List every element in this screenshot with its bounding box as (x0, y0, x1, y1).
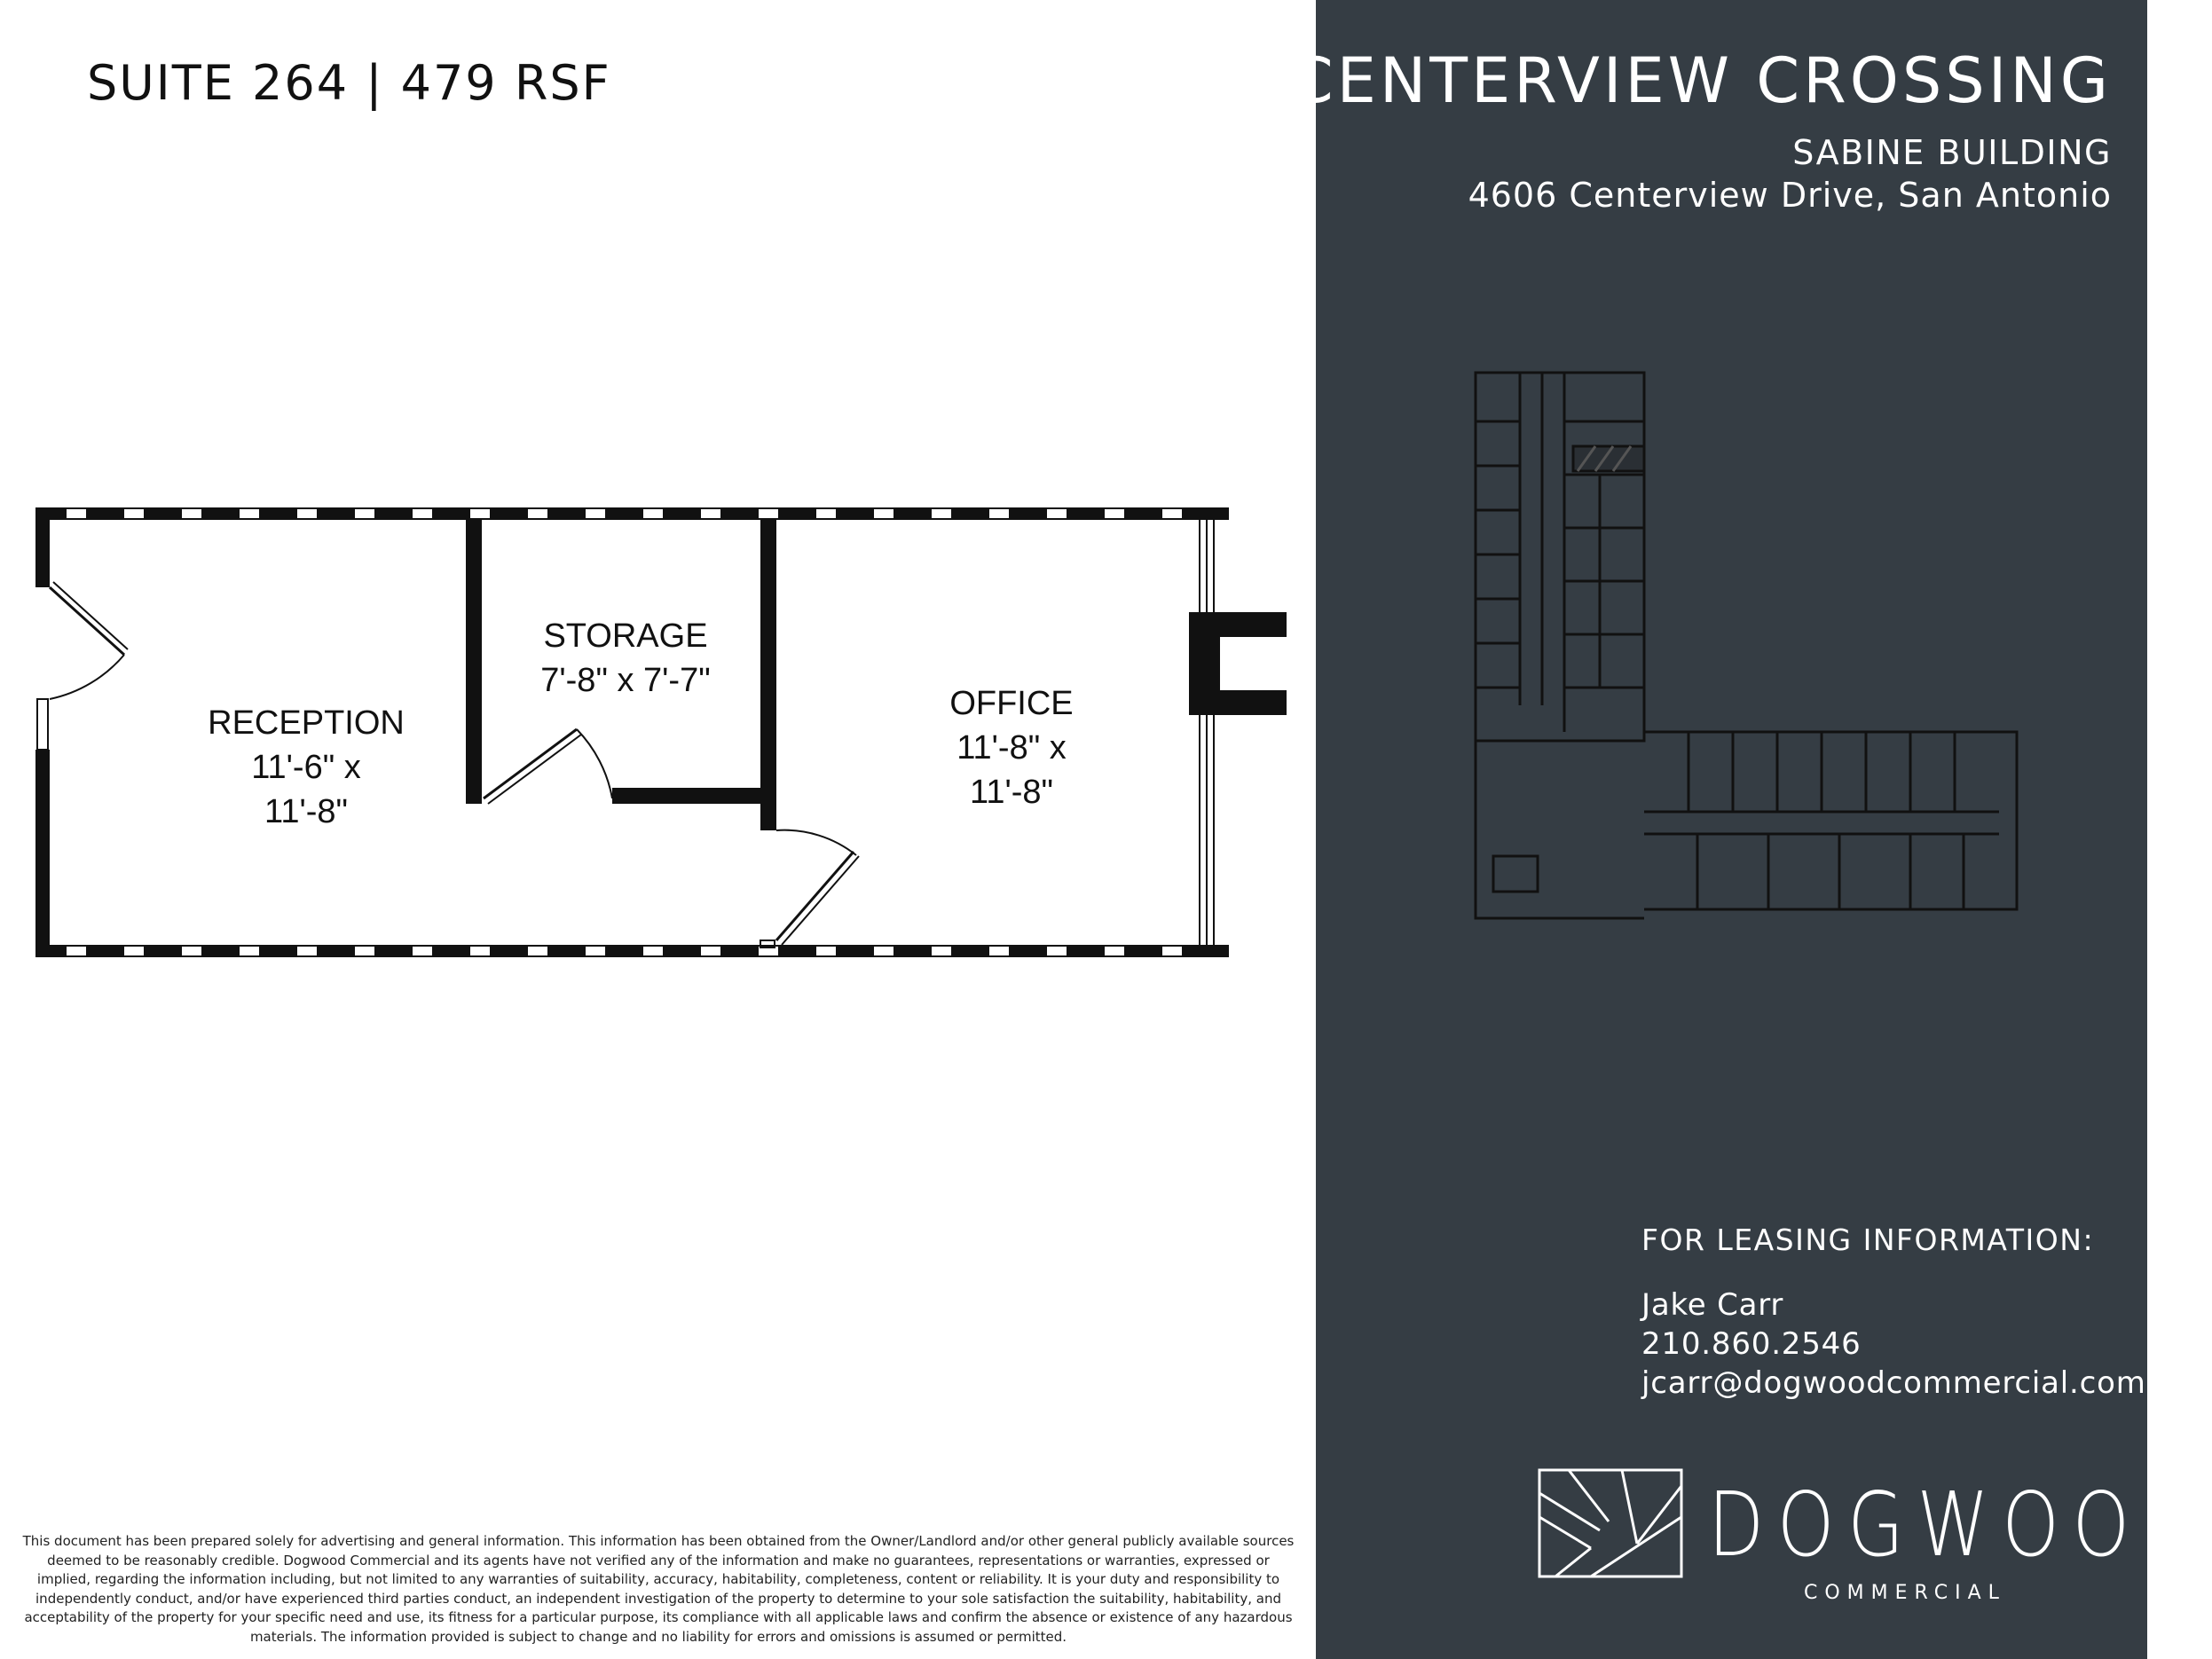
logo-subtitle: COMMERCIAL (1804, 1582, 2006, 1604)
disclaimer: This document has been prepared solely for advertising and general information. This information has been obtained from the Owner/Landlord and/or other general publicly available sources deemed to be reasonably credible. Dogwood Commercial and its agents have not verified any of the information and make no guarantees, representations or warranties, expressed or implied, regarding the information including, but not limited to any warranties of suitability, accuracy, habitability, completeness, content or reliability. It is your duty and responsibility to independently conduct, and/or have experienced third parties conduct, an independent investigation of the property to determine to your sole satisfaction the suitability, habitability, and acceptability of the property for your specific need and use, its fitness for a particular purpose, its compliance with all applicable laws and confirm the absence or existence of any hazardous materials. The information provided is subject to change and no liability for errors and omissions is assumed or permitted. (22, 1533, 1295, 1645)
suite-title: SUITE 264 | 479 RSF (87, 55, 611, 111)
contact-name: Jake Carr (1641, 1287, 1784, 1323)
contact-email[interactable]: jcarr@dogwoodcommercial.com (1641, 1365, 2146, 1401)
building-subname: SABINE BUILDING (1792, 133, 2112, 172)
floor-plan (27, 497, 1295, 985)
leasing-heading: FOR LEASING INFORMATION: (1641, 1223, 2095, 1257)
contact-phone[interactable]: 210.860.2546 (1641, 1326, 1862, 1362)
room-label-storage: STORAGE 7'-8" x 7'-7" (540, 617, 711, 699)
logo-wordmark: DOGWOOD (1708, 1473, 2212, 1576)
room-label-reception: RECEPTION 11'-6" x 11'-8" (208, 704, 405, 830)
key-plan-map (1467, 350, 2035, 918)
leasing-info (1641, 1223, 2146, 1403)
info-sidebar (1289, 0, 2212, 1659)
building-address: 4606 Centerview Drive, San Antonio (1468, 176, 2112, 215)
building-name: CENTERVIEW CROSSING (1289, 44, 2112, 117)
room-label-office: OFFICE 11'-8" x 11'-8" (949, 685, 1074, 811)
dogwood-logo-icon (1538, 1468, 1684, 1579)
dogwood-logo (1538, 1468, 2212, 1610)
